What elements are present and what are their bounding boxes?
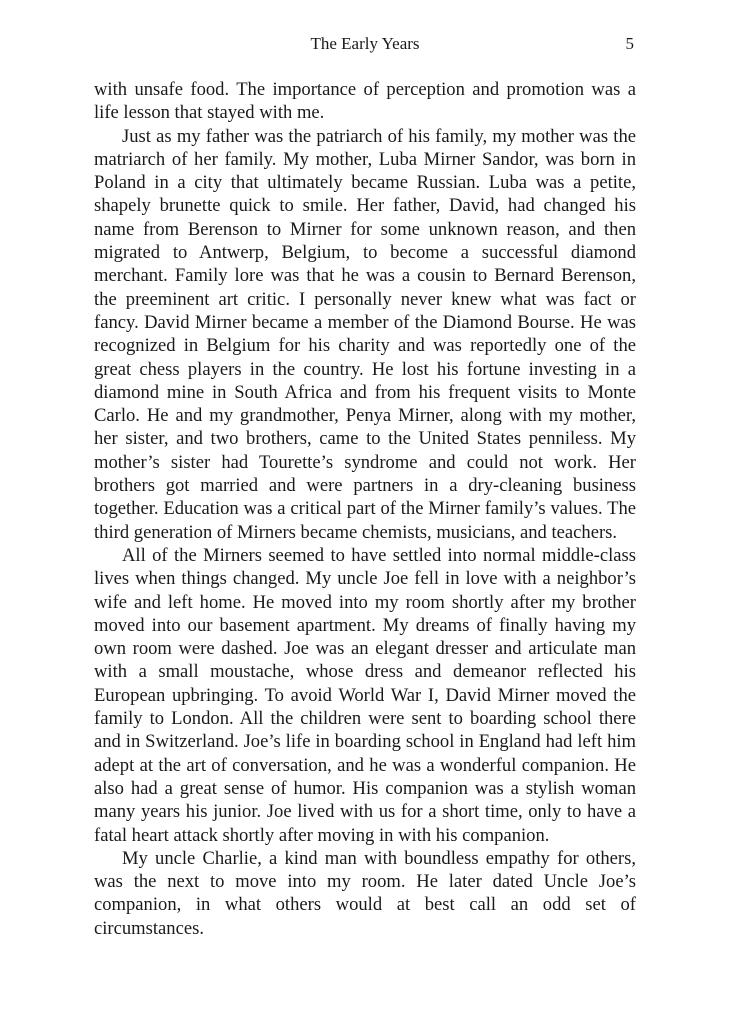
paragraph-continued: with unsafe food. The importance of perception and promotion was a life lesson that stayed with me. [94, 79, 636, 124]
body-text [94, 78, 636, 940]
running-title: The Early Years [310, 34, 420, 53]
paragraph-mother-family: Just as my father was the patriarch of his family, my mother was the matriarch of her family. My mother, Luba Mirner Sandor, was born in Poland in a city that ultimately became Russian. Luba was a petite, shapely brunette quick to smile. Her father, David, had changed his name from Berenson to Mirner for some unknown reason, and then migrated to Antwerp, Belgium, to become a successful diamond merchant. Family lore was that he was a cousin to Bernard Berenson, the preeminent art critic. I personally never knew what was fact or fancy. David Mirner became a member of the Diamond Bourse. He was recognized in Belgium for his charity and was reportedly one of the great chess players in the country. He lost his fortune investing in a diamond mine in South Africa and from his frequent visits to Monte Carlo. He and my grandmother, Penya Mirner, along with my mother, her sister, and two brothers, came to the United States penniless. My mother’s sister had Tourette’s syndrome and could not work. Her brothers got married and were partners in a dry-cleaning business together. Education was a critical part of the Mirner family’s values. The third generation of Mirners became chemists, musicians, and teachers. [94, 125, 636, 543]
paragraph-uncle-joe: All of the Mirners seemed to have settled into normal middle-class lives when things changed. My uncle Joe fell in love with a neighbor’s wife and left home. He moved into my room shortly after my brother moved into our basement apartment. My dreams of finally having my own room were dashed. Joe was an elegant dresser and articulate man with a small moustache, whose dress and demeanor reflected his European upbringing. To avoid World War I, David Mirner moved the family to London. All the children were sent to boarding school there and in Switzerland. Joe’s life in boarding school in England had left him adept at the art of conversation, and he was a wonderful companion. He also had a great sense of humor. His companion was a stylish woman many years his junior. Joe lived with us for a short time, only to have a fatal heart attack shortly after moving in with his companion. [94, 544, 636, 846]
paragraph-uncle-charlie: My uncle Charlie, a kind man with boundless empathy for others, was the next to move into my room. He later dated Uncle Joe’s companion, in what others would at best call an odd set of circumstances. [94, 847, 636, 939]
page-number: 5 [625, 34, 634, 53]
running-head [94, 32, 636, 56]
